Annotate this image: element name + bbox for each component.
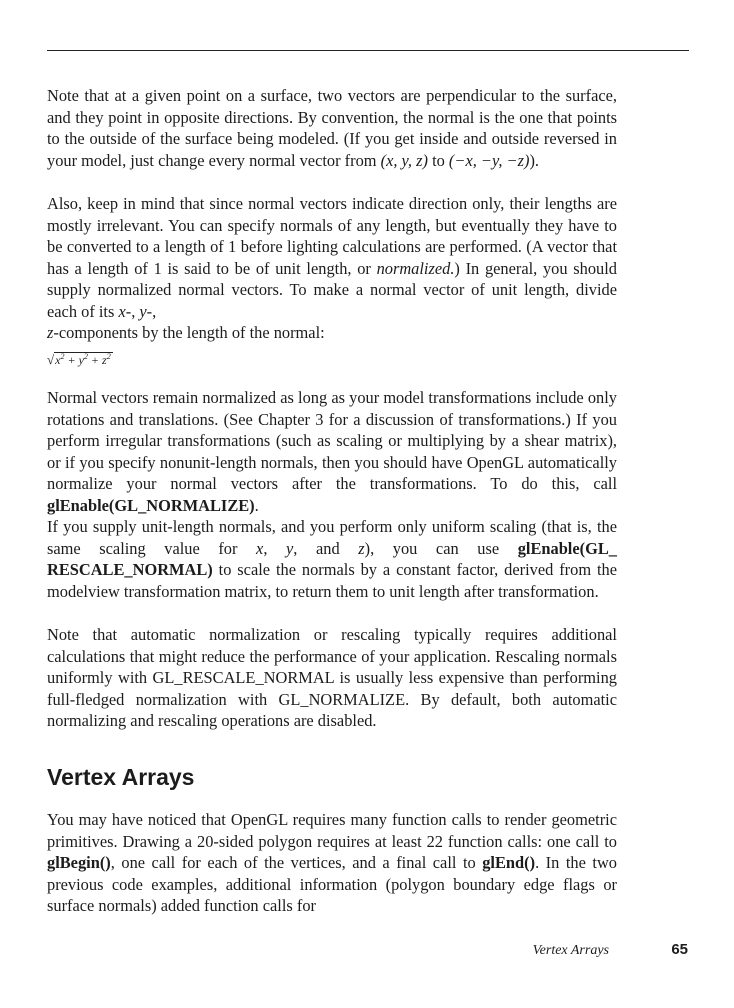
vector-length-equation — [47, 349, 113, 368]
text-run: . In the two previous code examples, additional information (polygon boundary edge flags or surface normals) added function calls for — [47, 853, 617, 915]
text-run: ) In general, you should supply normalized normal vectors. To make a normal vector of unit length, divide each of its — [47, 258, 617, 321]
eq-var-y: y — [78, 353, 84, 367]
radical-sign: √ — [47, 352, 55, 367]
var-x: x — [256, 538, 264, 558]
paragraph-normalize — [47, 387, 617, 516]
paragraph-normal-direction — [47, 85, 617, 171]
component-y: y- — [139, 301, 153, 321]
radicand — [54, 352, 113, 367]
var-z: z — [358, 538, 365, 558]
eq-exponent: 2 — [106, 352, 111, 361]
component-x: x- — [118, 301, 132, 321]
code-gl-normalize: glEnable(GL_NORMALIZE) — [47, 495, 255, 515]
component-z: z- — [47, 323, 59, 342]
text-run: If you supply unit-length normals, and you perform only uniform scaling (that is, the same scaling value for — [47, 517, 617, 558]
text-run: , one call for each of the vertices, and a final call to — [110, 853, 483, 872]
paragraph-normal-length — [47, 193, 617, 344]
eq-plus: + — [90, 353, 100, 367]
text-run: ). — [529, 150, 539, 170]
text-run: to — [427, 150, 449, 170]
eq-plus: + — [67, 353, 76, 367]
text-run: , — [131, 301, 140, 321]
eq-var-x: x — [55, 353, 61, 367]
vector-from: (x, y, z) — [380, 150, 428, 170]
paragraph-performance: Note that automatic normalization or rescaling typically requires additional calculations that might reduce the performance of your application. Rescaling normals uniformly with GL_RESCALE_NORMAL is usually less expensive than performing full-fledged normalization with GL_NORMALIZE. By default, both automatic normalizing and rescaling operations are disabled. — [47, 625, 617, 730]
eq-var-z: z — [102, 353, 107, 367]
text-run: You may have noticed that OpenGL requires many function calls to render geometric primitives. Drawing a 20-sided polygon requires at least 22 function calls: one call to — [47, 810, 617, 851]
running-footer-title: Vertex Arrays — [532, 943, 609, 958]
eq-exponent: 2 — [60, 352, 65, 361]
header-rule — [47, 50, 689, 51]
text-run: components by the length of the normal: — [58, 323, 325, 342]
text-run: ), you can use — [364, 538, 518, 558]
text-run: Normal vectors remain normalized as long as your model transformations include only rotations and translations. (See Chapter 3 for a discussion of transformations.) If you perform irregular transformations (such as scaling or multiplying by a shear matrix), or if you specify nonunit-length normals, then you should have OpenGL automatically normalize your normal vectors after the transformations. To do this, call — [47, 388, 617, 493]
paragraph-rescale — [47, 516, 617, 602]
text-run: Note that at a given point on a surface, two vectors are perpendicular to the surface, and they point in opposite directions. By convention, the normal is the one that points to the outside of the surface being modeled. (If you get inside and outside reversed in your model, just change every normal vector from — [47, 86, 617, 170]
vector-to: (−x, −y, −z) — [448, 150, 530, 170]
code-gl-rescale-normal: glEnable(GL_ RESCALE_NORMAL) — [47, 538, 617, 579]
paragraph-vertex-arrays-intro — [47, 809, 617, 917]
text-run: to scale the normals by a constant factor, derived from the modelview transformation matrix, to return them to unit length after transformation. — [47, 560, 617, 601]
text-run: Also, keep in mind that since normal vectors indicate direction only, their lengths are mostly irrelevant. You can specify normals of any length, but eventually they have to be converted to a length of 1 before lighting calculations are performed. (A vector that has a length of 1 is said to be of unit length, or — [47, 194, 617, 278]
var-y: y — [286, 538, 294, 558]
text-run: , and — [293, 538, 359, 558]
text-run: , — [263, 538, 287, 558]
text-run: , — [152, 301, 157, 321]
section-heading: Vertex Arrays — [47, 764, 195, 790]
code-gl-end: glEnd() — [482, 853, 536, 872]
eq-exponent: 2 — [83, 352, 88, 361]
term-normalized: normalized. — [376, 258, 455, 278]
page-number: 65 — [671, 941, 688, 958]
text-run: . — [254, 495, 259, 515]
code-gl-begin: glBegin() — [47, 853, 111, 872]
